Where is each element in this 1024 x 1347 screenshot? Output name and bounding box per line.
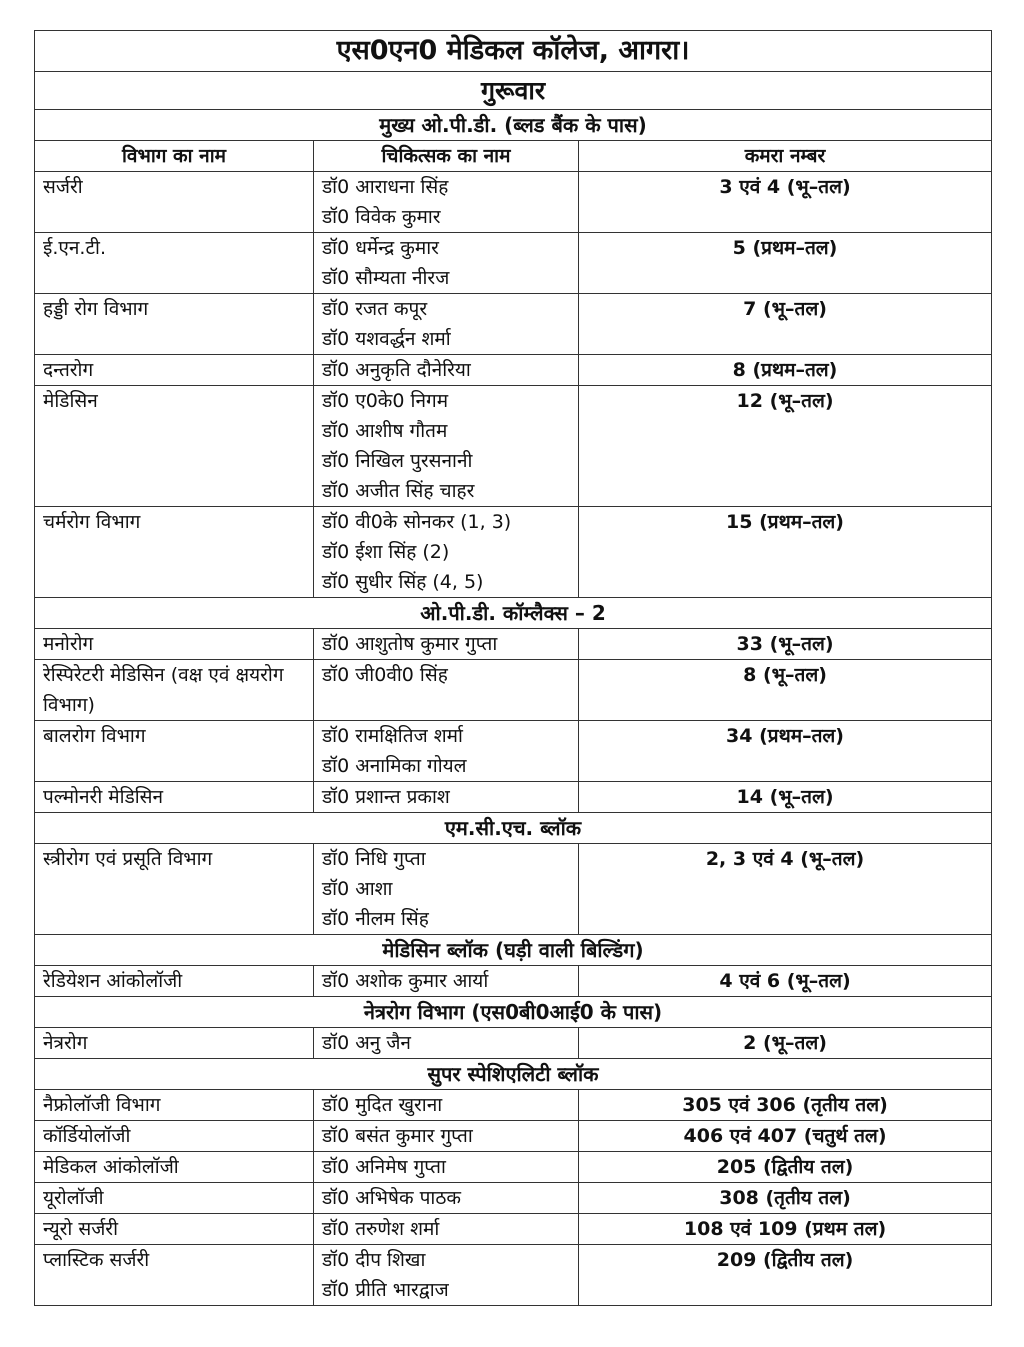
department-name: यूरोलॉजी — [35, 1183, 314, 1214]
doctor-name: डॉ0 यशवर्द्धन शर्मा — [322, 328, 451, 350]
department-name: पल्मोनरी मेडिसिन — [35, 782, 314, 813]
doctor-name: डॉ0 मुदित खुराना — [322, 1094, 443, 1116]
doctor-name: डॉ0 रामक्षितिज शर्मा — [322, 725, 463, 747]
doctor-list — [314, 1121, 579, 1152]
section-heading: नेत्ररोग विभाग (एस0बी0आई0 के पास) — [35, 997, 992, 1028]
doctor-list — [314, 233, 579, 294]
doctor-list — [314, 1152, 579, 1183]
table-row — [35, 507, 992, 598]
doctor-name: डॉ0 नीलम सिंह — [322, 908, 429, 930]
table-row — [35, 294, 992, 355]
department-name: चर्मरोग विभाग — [35, 507, 314, 598]
room-number: 8 (प्रथम–तल) — [579, 355, 992, 386]
doctor-name: डॉ0 विवेक कुमार — [322, 206, 441, 228]
room-number: 7 (भू–तल) — [579, 294, 992, 355]
department-name: मेडिसिन — [35, 386, 314, 507]
room-number: 33 (भू–तल) — [579, 629, 992, 660]
section-heading: मुख्य ओ.पी.डी. (ब्लड बैंक के पास) — [35, 110, 992, 141]
table-row — [35, 1152, 992, 1183]
header-row — [35, 141, 992, 172]
doctor-name: डॉ0 अनु जैन — [322, 1032, 411, 1054]
doctor-name: डॉ0 ए0के0 निगम — [322, 390, 449, 412]
department-name: प्लास्टिक सर्जरी — [35, 1245, 314, 1306]
doctor-list — [314, 355, 579, 386]
room-number: 108 एवं 109 (प्रथम तल) — [579, 1214, 992, 1245]
table-row — [35, 1028, 992, 1059]
doctor-name: डॉ0 आशीष गौतम — [322, 420, 448, 442]
doctor-name: डॉ0 अनामिका गोयल — [322, 755, 467, 777]
table-row — [35, 233, 992, 294]
doctor-name: डॉ0 तरुणेश शर्मा — [322, 1218, 440, 1240]
room-number: 2, 3 एवं 4 (भू–तल) — [579, 844, 992, 935]
doctor-list — [314, 1090, 579, 1121]
room-number: 8 (भू–तल) — [579, 660, 992, 721]
department-name: स्त्रीरोग एवं प्रसूति विभाग — [35, 844, 314, 935]
doctor-name: डॉ0 अजीत सिंह चाहर — [322, 480, 475, 502]
doctor-list — [314, 507, 579, 598]
doctor-name: डॉ0 प्रशान्त प्रकाश — [322, 786, 450, 808]
table-row — [35, 966, 992, 997]
doctor-name: डॉ0 प्रीति भारद्वाज — [322, 1279, 449, 1301]
section-heading: सुपर स्पेशिएलिटी ब्लॉक — [35, 1059, 992, 1090]
room-number: 308 (तृतीय तल) — [579, 1183, 992, 1214]
room-number: 2 (भू–तल) — [579, 1028, 992, 1059]
doctor-name: डॉ0 सुधीर सिंह (4, 5) — [322, 571, 484, 593]
room-number: 3 एवं 4 (भू–तल) — [579, 172, 992, 233]
doctor-name: डॉ0 धर्मेन्द्र कुमार — [322, 237, 439, 259]
room-number: 406 एवं 407 (चतुर्थ तल) — [579, 1121, 992, 1152]
room-number: 205 (द्वितीय तल) — [579, 1152, 992, 1183]
table-row — [35, 386, 992, 507]
room-number: 34 (प्रथम–तल) — [579, 721, 992, 782]
section-row — [35, 110, 992, 141]
column-header-dept: विभाग का नाम — [35, 141, 314, 172]
doctor-name: डॉ0 आराधना सिंह — [322, 176, 449, 198]
doctor-name: डॉ0 जी0वी0 सिंह — [322, 664, 448, 686]
section-heading: मेडिसिन ब्लॉक (घड़ी वाली बिल्डिंग) — [35, 935, 992, 966]
department-name: रेस्पिरेटरी मेडिसिन (वक्ष एवं क्षयरोग विभाग) — [35, 660, 314, 721]
section-row — [35, 997, 992, 1028]
department-name: नेत्ररोग — [35, 1028, 314, 1059]
doctor-list — [314, 172, 579, 233]
column-header-doctor: चिकित्सक का नाम — [314, 141, 579, 172]
doctor-list — [314, 629, 579, 660]
department-name: बालरोग विभाग — [35, 721, 314, 782]
doctor-name: डॉ0 आशा — [322, 878, 393, 900]
doctor-name: डॉ0 वी0के सोनकर (1, 3) — [322, 511, 512, 533]
department-name: मनोरोग — [35, 629, 314, 660]
opd-schedule-sheet — [34, 30, 991, 1306]
doctor-list — [314, 660, 579, 721]
doctor-list — [314, 386, 579, 507]
doctor-name: डॉ0 दीप शिखा — [322, 1249, 426, 1271]
table-row — [35, 1090, 992, 1121]
table-row — [35, 660, 992, 721]
table-row — [35, 1121, 992, 1152]
department-name: हड्डी रोग विभाग — [35, 294, 314, 355]
room-number: 15 (प्रथम–तल) — [579, 507, 992, 598]
section-row — [35, 1059, 992, 1090]
department-name: ई.एन.टी. — [35, 233, 314, 294]
department-name: दन्तरोग — [35, 355, 314, 386]
doctor-name: डॉ0 अनिमेष गुप्ता — [322, 1156, 446, 1178]
section-row — [35, 813, 992, 844]
table-row — [35, 1214, 992, 1245]
room-number: 305 एवं 306 (तृतीय तल) — [579, 1090, 992, 1121]
page-title: एस0एन0 मेडिकल कॉलेज, आगरा। — [35, 31, 992, 72]
table-row — [35, 782, 992, 813]
room-number: 5 (प्रथम–तल) — [579, 233, 992, 294]
doctor-list — [314, 294, 579, 355]
room-number: 14 (भू–तल) — [579, 782, 992, 813]
table-row — [35, 721, 992, 782]
section-heading: ओ.पी.डी. कॉम्लैक्स – 2 — [35, 598, 992, 629]
doctor-name: डॉ0 अनुकृति दौनेरिया — [322, 359, 471, 381]
section-heading: एम.सी.एच. ब्लॉक — [35, 813, 992, 844]
department-name: रेडियेशन आंकोलॉजी — [35, 966, 314, 997]
section-row — [35, 935, 992, 966]
doctor-list — [314, 844, 579, 935]
doctor-name: डॉ0 निधि गुप्ता — [322, 848, 426, 870]
department-name: मेडिकल आंकोलॉजी — [35, 1152, 314, 1183]
doctor-list — [314, 1028, 579, 1059]
room-number: 4 एवं 6 (भू–तल) — [579, 966, 992, 997]
doctor-name: डॉ0 अशोक कुमार आर्या — [322, 970, 489, 992]
room-number: 12 (भू–तल) — [579, 386, 992, 507]
doctor-name: डॉ0 रजत कपूर — [322, 298, 428, 320]
doctor-name: डॉ0 निखिल पुरसनानी — [322, 450, 473, 472]
department-name: कॉर्डियोलॉजी — [35, 1121, 314, 1152]
day-heading: गुरूवार — [35, 72, 992, 110]
table-row — [35, 629, 992, 660]
room-number: 209 (द्वितीय तल) — [579, 1245, 992, 1306]
department-name: नैफ्रोलॉजी विभाग — [35, 1090, 314, 1121]
column-header-room: कमरा नम्बर — [579, 141, 992, 172]
doctor-list — [314, 721, 579, 782]
doctor-list — [314, 782, 579, 813]
department-name: सर्जरी — [35, 172, 314, 233]
opd-schedule-table — [34, 30, 992, 1306]
department-name: न्यूरो सर्जरी — [35, 1214, 314, 1245]
table-row — [35, 355, 992, 386]
table-row — [35, 172, 992, 233]
doctor-list — [314, 966, 579, 997]
table-row — [35, 1245, 992, 1306]
doctor-name: डॉ0 आशुतोष कुमार गुप्ता — [322, 633, 498, 655]
doctor-name: डॉ0 सौम्यता नीरज — [322, 267, 450, 289]
doctor-name: डॉ0 अभिषेक पाठक — [322, 1187, 461, 1209]
doctor-name: डॉ0 ईशा सिंह (2) — [322, 541, 450, 563]
section-row — [35, 598, 992, 629]
table-row — [35, 844, 992, 935]
table-row — [35, 1183, 992, 1214]
doctor-list — [314, 1245, 579, 1306]
doctor-name: डॉ0 बसंत कुमार गुप्ता — [322, 1125, 473, 1147]
doctor-list — [314, 1214, 579, 1245]
doctor-list — [314, 1183, 579, 1214]
